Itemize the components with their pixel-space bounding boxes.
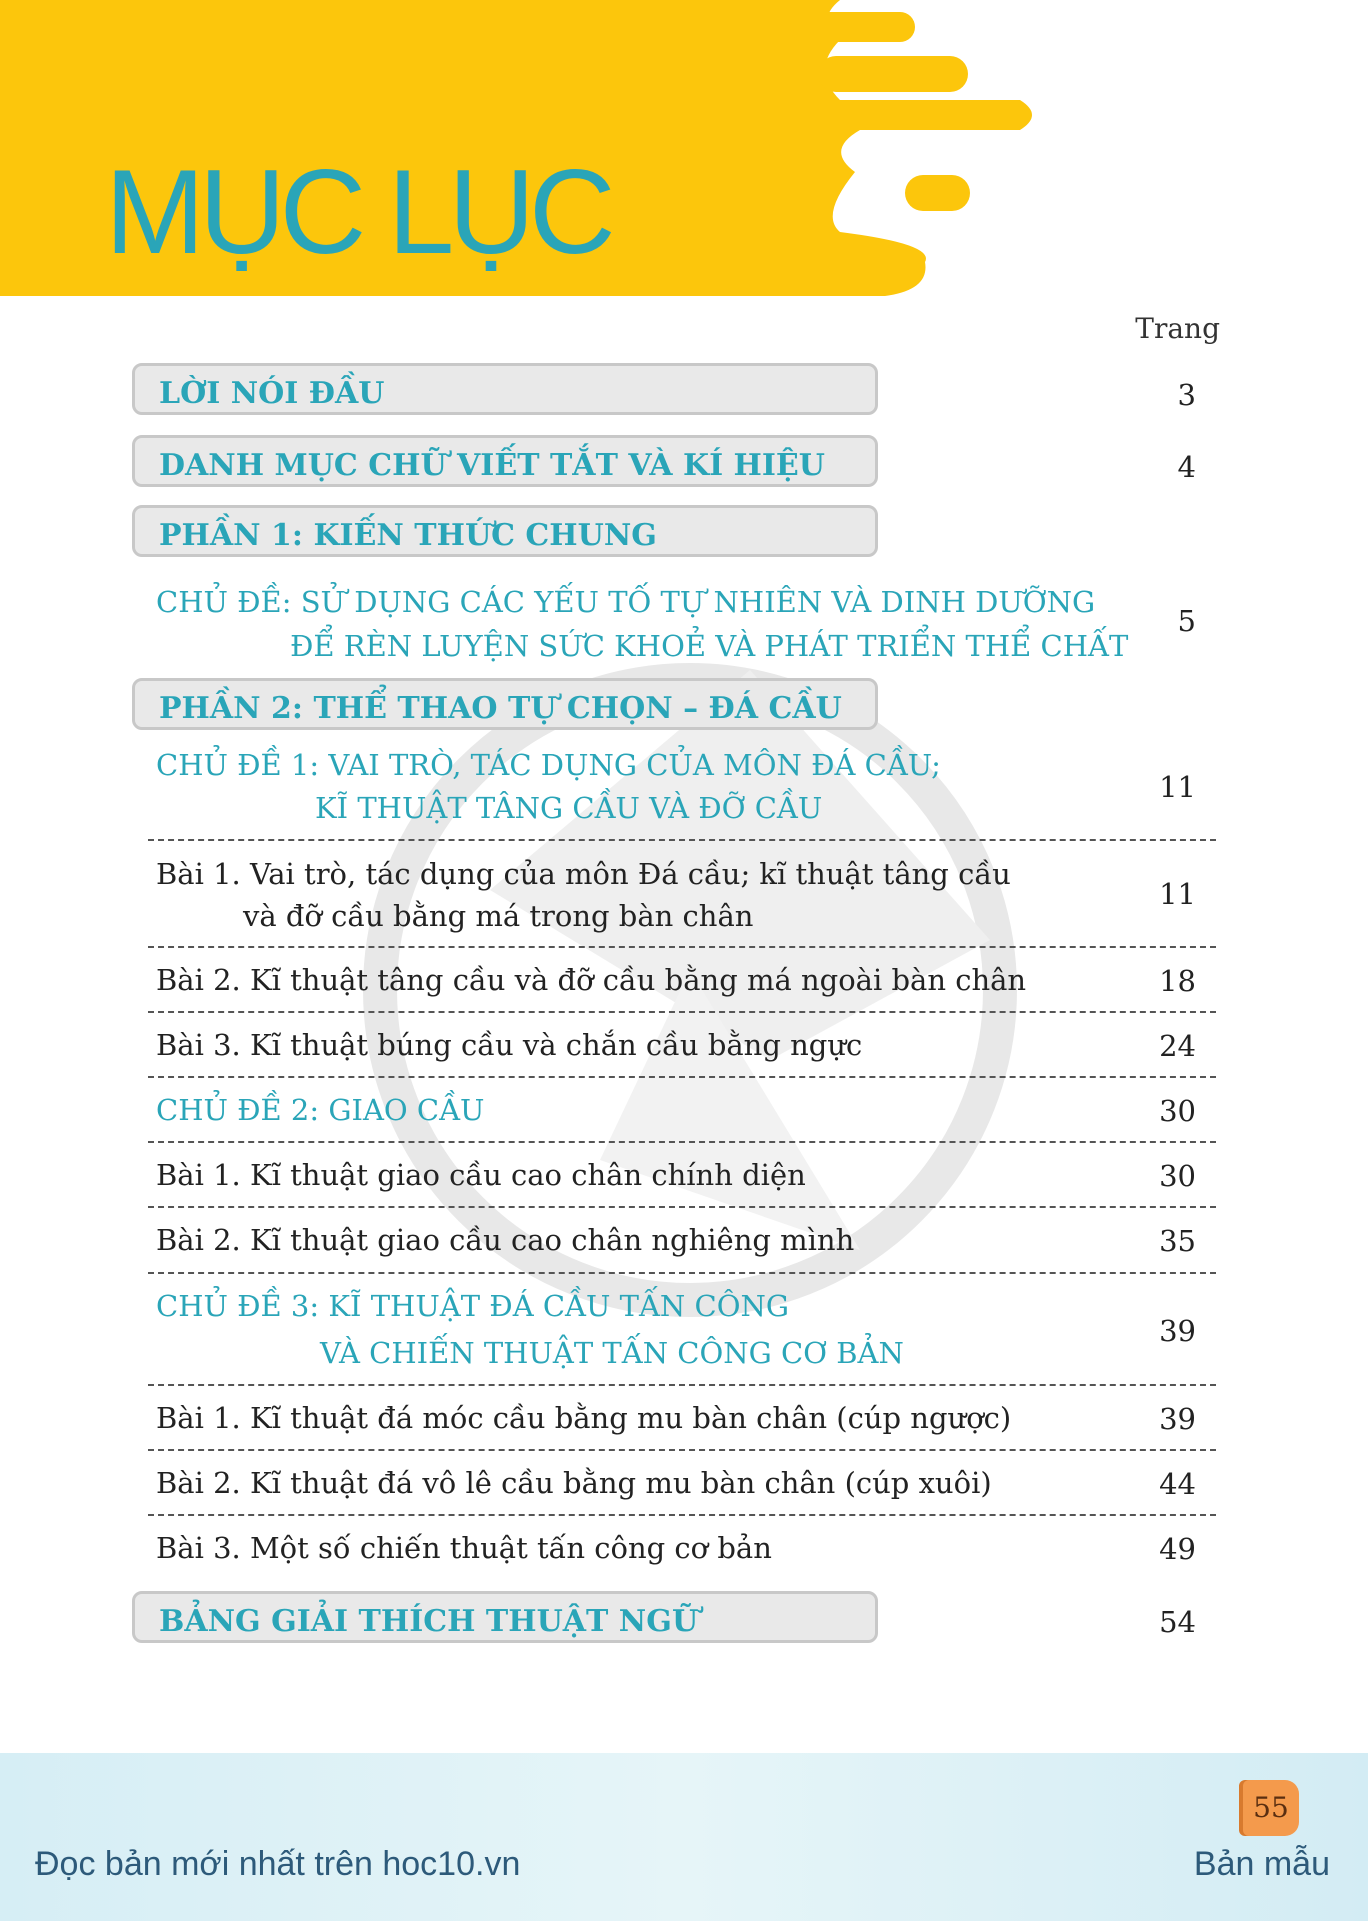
divider: [148, 946, 1216, 948]
divider: [148, 1141, 1216, 1143]
toc-topic-line: VÀ CHIẾN THUẬT TẤN CÔNG CƠ BẢN: [320, 1336, 904, 1370]
page-number: 39: [1159, 1314, 1196, 1348]
toc-lesson-line[interactable]: Bài 1. Kĩ thuật đá móc cầu bằng mu bàn chân (cúp ngược): [156, 1401, 1012, 1435]
page-number: 24: [1159, 1029, 1196, 1063]
page-number: 49: [1159, 1532, 1196, 1566]
toc-lesson-line[interactable]: Bài 3. Một số chiến thuật tấn công cơ bản: [156, 1531, 772, 1565]
toc-lesson-line[interactable]: Bài 3. Kĩ thuật búng cầu và chắn cầu bằng ngực: [156, 1028, 863, 1062]
divider: [148, 1076, 1216, 1078]
toc-section-phan-2[interactable]: [132, 678, 878, 730]
page-number: 18: [1159, 964, 1196, 998]
section-title: DANH MỤC CHỮ VIẾT TẮT VÀ KÍ HIỆU: [159, 448, 825, 483]
divider: [148, 1449, 1216, 1451]
page-number: 44: [1159, 1467, 1196, 1501]
page-number: 11: [1159, 877, 1196, 911]
toc-lesson-line[interactable]: Bài 2. Kĩ thuật tâng cầu và đỡ cầu bằng má ngoài bàn chân: [156, 963, 1027, 997]
divider: [148, 1272, 1216, 1274]
toc-topic-line[interactable]: CHỦ ĐỀ 3: KĨ THUẬT ĐÁ CẦU TẤN CÔNG: [156, 1289, 790, 1323]
page-number: 3: [1177, 378, 1196, 412]
toc-section-glossary[interactable]: [132, 1591, 878, 1643]
section-title: LỜI NÓI ĐẦU: [159, 376, 385, 411]
divider: [148, 1384, 1216, 1386]
divider: [148, 839, 1216, 841]
page-number: 35: [1159, 1224, 1196, 1258]
divider: [148, 1206, 1216, 1208]
page-number: 5: [1177, 604, 1196, 638]
page-number-badge: 55: [1243, 1780, 1299, 1836]
page-number: 54: [1159, 1605, 1196, 1639]
toc-lesson-line[interactable]: Bài 2. Kĩ thuật giao cầu cao chân nghiêng mình: [156, 1223, 855, 1257]
toc-section-phan-1[interactable]: [132, 505, 878, 557]
section-title: PHẦN 2: THỂ THAO TỰ CHỌN – ĐÁ CẦU: [159, 691, 842, 726]
section-title: BẢNG GIẢI THÍCH THUẬT NGỮ: [159, 1604, 698, 1639]
toc-lesson-line: và đỡ cầu bằng má trong bàn chân: [243, 899, 754, 933]
divider: [148, 1011, 1216, 1013]
page-number: 4: [1177, 450, 1196, 484]
page-column-label: Trang: [1135, 312, 1220, 345]
toc-section-danh-muc[interactable]: [132, 435, 878, 487]
toc-topic-line[interactable]: CHỦ ĐỀ 2: GIAO CẦU: [156, 1093, 485, 1127]
page-title: MỤC LỤC: [105, 145, 610, 279]
footer-band: [0, 1753, 1368, 1921]
toc-lesson-line[interactable]: Bài 2. Kĩ thuật đá vô lê cầu bằng mu bàn chân (cúp xuôi): [156, 1466, 992, 1500]
toc-topic-line[interactable]: CHỦ ĐỀ 1: VAI TRÒ, TÁC DỤNG CỦA MÔN ĐÁ CẦU;: [156, 748, 941, 782]
page-number: 30: [1159, 1094, 1196, 1128]
page-number: 30: [1159, 1159, 1196, 1193]
toc-lesson-line[interactable]: Bài 1. Kĩ thuật giao cầu cao chân chính diện: [156, 1158, 806, 1192]
page-number: 11: [1159, 770, 1196, 804]
footer-edition-label: Bản mẫu: [1193, 1845, 1330, 1883]
footer-link[interactable]: Đọc bản mới nhất trên hoc10.vn: [35, 1845, 521, 1883]
toc-topic-line: ĐỂ RÈN LUYỆN SỨC KHOẺ VÀ PHÁT TRIỂN THỂ CHẤT: [290, 629, 1129, 663]
divider: [148, 1514, 1216, 1516]
page-number: 39: [1159, 1402, 1196, 1436]
section-title: PHẦN 1: KIẾN THỨC CHUNG: [159, 518, 657, 553]
toc-topic-line[interactable]: CHỦ ĐỀ: SỬ DỤNG CÁC YẾU TỐ TỰ NHIÊN VÀ DINH DƯỠNG: [156, 585, 1096, 619]
toc-lesson-line[interactable]: Bài 1. Vai trò, tác dụng của môn Đá cầu; kĩ thuật tâng cầu: [156, 857, 1011, 891]
toc-section-loi-noi-dau[interactable]: [132, 363, 878, 415]
toc-topic-line: KĨ THUẬT TÂNG CẦU VÀ ĐỠ CẦU: [315, 791, 823, 825]
